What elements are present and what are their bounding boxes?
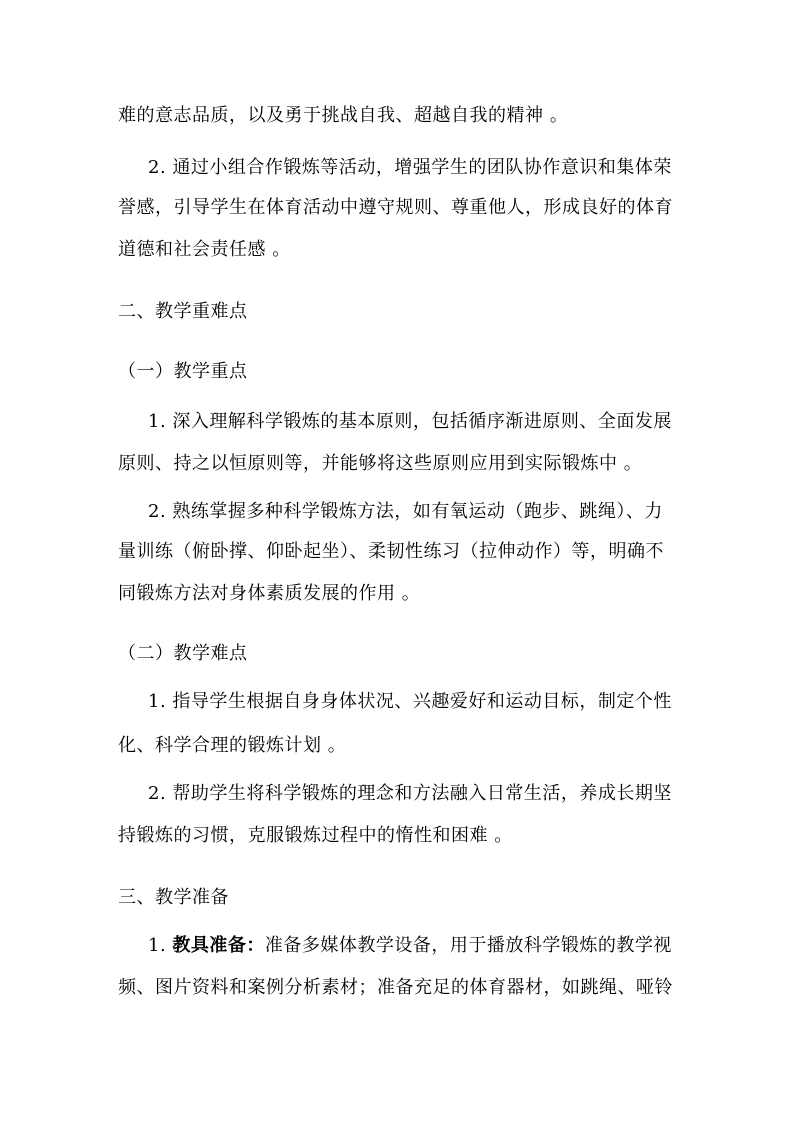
paragraph-line: 誉感，引导学生在体育活动中遵守规则、尊重他人，形成良好的体育 (118, 197, 673, 218)
paragraph-line: 原则、持之以恒原则等，并能够将这些原则应用到实际锻炼中 。 (118, 453, 643, 474)
paragraph-line: 同锻炼方法对身体素质发展的作用 。 (118, 583, 421, 604)
paragraph-line: 1. 指导学生根据自身身体状况、兴趣爱好和运动目标，制定个性 (148, 691, 672, 712)
paragraph-line: 2. 帮助学生将科学锻炼的理念和方法融入日常生活，养成长期坚 (148, 783, 672, 804)
paragraph-line: 难的意志品质，以及勇于挑战自我、超越自我的精神 。 (118, 105, 569, 126)
subsection-heading: （二）教学难点 (118, 643, 248, 664)
paragraph-line: 化、科学合理的锻炼计划 。 (118, 735, 347, 756)
section-heading: 三、教学准备 (118, 887, 229, 908)
paragraph-line: 2. 熟练掌握多种科学锻炼方法，如有氧运动（跑步、跳绳）、力 (148, 501, 663, 522)
prep-item-line (148, 934, 672, 958)
paragraph-line: 1. 深入理解科学锻炼的基本原则，包括循序渐进原则、全面发展 (148, 411, 672, 432)
paragraph-line: 道德和社会责任感 。 (118, 239, 291, 260)
paragraph-line: 2. 通过小组合作锻炼等活动，增强学生的团队协作意识和集体荣 (148, 157, 672, 178)
subsection-heading: （一）教学重点 (118, 361, 248, 382)
paragraph-line: 量训练（俯卧撑、仰卧起坐）、柔韧性练习（拉伸动作）等，明确不 (118, 541, 664, 562)
prep-item-number: 1. (148, 935, 173, 956)
section-heading: 二、教学重难点 (118, 301, 248, 322)
prep-item-label: 教具准备： (172, 935, 265, 956)
paragraph-line: 持锻炼的习惯，克服锻炼过程中的惰性和困难 。 (118, 825, 513, 846)
prep-item-text: 准备多媒体教学设备，用于播放科学锻炼的教学视 (264, 935, 672, 956)
paragraph-line: 频、图片资料和案例分析素材；准备充足的体育器材，如跳绳、哑铃 (118, 977, 673, 998)
